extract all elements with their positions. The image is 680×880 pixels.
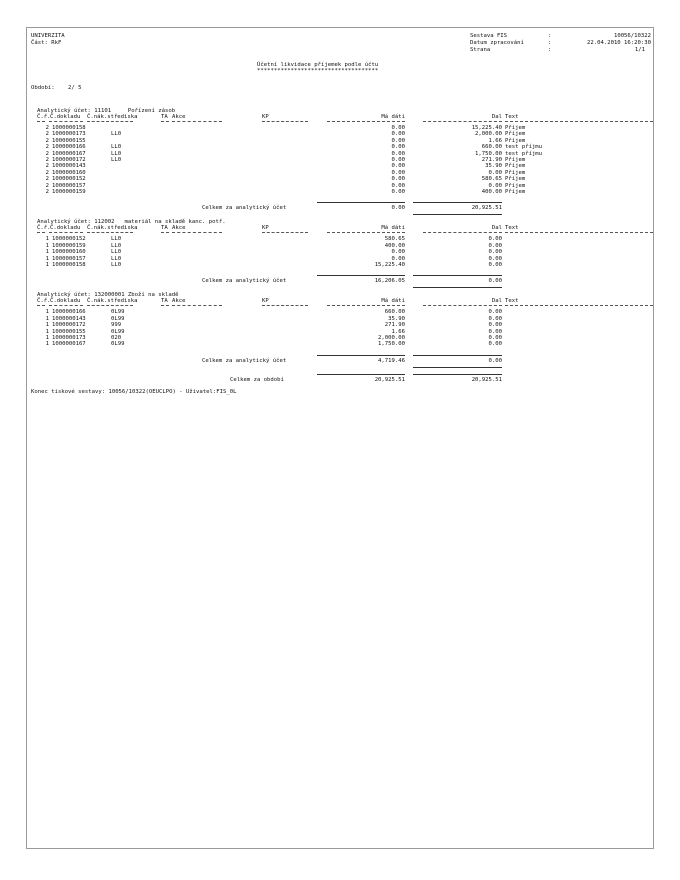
document-number: 1000000155 <box>52 328 86 335</box>
column-separator-rule <box>37 232 45 233</box>
column-separator-rule <box>161 232 169 233</box>
account-total-label: Celkem za analytický účet <box>202 205 287 212</box>
page-label: Strana <box>470 47 491 53</box>
subtotal-credit-rule <box>413 355 502 356</box>
table-row <box>27 316 653 322</box>
document-number: 1000000173 <box>52 131 86 138</box>
col-header-text: Text <box>505 225 519 232</box>
col-header-credit: Dal <box>491 298 502 305</box>
row-text: Příjem <box>505 157 526 163</box>
document-number: 1000000172 <box>52 157 86 163</box>
column-separator-rule <box>423 121 502 122</box>
document-number: 1000000152 <box>52 236 86 243</box>
document-number: 1000000155 <box>52 137 86 144</box>
table-row <box>27 163 653 169</box>
col-header-kp: KP <box>262 298 269 305</box>
row-number: 1 <box>45 328 49 335</box>
debit-amount: 1.66 <box>391 328 405 335</box>
credit-amount: 0.00 <box>488 328 502 335</box>
title-underline: ************************************ <box>257 68 379 74</box>
table-row <box>27 335 653 341</box>
cost-center: LL0 <box>111 242 122 249</box>
date-colon: : <box>548 40 552 46</box>
row-text: Příjem <box>505 169 526 176</box>
credit-amount: 0.00 <box>488 315 502 322</box>
period-total-credit: 20,925.51 <box>471 376 502 383</box>
debit-amount: 580.65 <box>384 236 405 243</box>
credit-amount: 400.00 <box>481 189 502 195</box>
credit-amount: 0.00 <box>488 335 502 341</box>
cost-center: LL0 <box>111 236 122 243</box>
account-total-credit: 0.00 <box>488 357 502 364</box>
period-total-debit: 20,925.51 <box>374 376 405 383</box>
row-number: 2 <box>45 137 49 144</box>
row-number: 1 <box>45 315 49 322</box>
col-header-document: Č.dokladu <box>50 298 81 305</box>
org-name: UNIVERZITA <box>31 33 65 39</box>
table-row <box>27 157 653 163</box>
debit-amount: 660.00 <box>384 309 405 316</box>
subtotal-credit-rule <box>413 202 502 203</box>
subtotal-debit-rule <box>317 275 405 276</box>
credit-amount: 0.00 <box>488 169 502 176</box>
col-header-kp: KP <box>262 114 269 120</box>
column-separator-rule <box>172 305 222 306</box>
credit-amount: 15,225.40 <box>471 125 502 131</box>
subtotal-credit-rule <box>413 275 502 276</box>
account-total-label: Celkem za analytický účet <box>202 357 287 364</box>
credit-amount: 0.00 <box>488 309 502 316</box>
table-row <box>27 322 653 328</box>
cost-center: LL0 <box>111 144 122 151</box>
row-number: 2 <box>45 169 49 176</box>
account-heading: Analytický účet: 132000001 Zboží na skladě <box>37 292 179 299</box>
row-number: 2 <box>45 125 49 131</box>
row-text: Příjem <box>505 125 526 131</box>
table-row <box>27 144 653 150</box>
period-total-credit-rule <box>413 374 502 375</box>
cost-center: LL0 <box>111 255 122 262</box>
cost-center: 0L99 <box>111 341 125 348</box>
debit-amount: 0.00 <box>391 150 405 157</box>
date-value: 22.04.2010 16:20:30 <box>587 40 651 46</box>
cost-center: 0L99 <box>111 315 125 322</box>
document-number: 1000000159 <box>52 189 86 195</box>
debit-amount: 2,000.00 <box>378 335 405 341</box>
document-number: 1000000143 <box>52 163 86 170</box>
document-number: 1000000157 <box>52 182 86 189</box>
document-number: 1000000157 <box>52 255 86 262</box>
report-id-label: Sestava FIS <box>470 33 508 39</box>
report-part: Část: RkF <box>31 40 62 46</box>
column-separator-rule <box>49 121 83 122</box>
col-header-credit: Dal <box>491 225 502 232</box>
document-number: 1000000158 <box>52 262 86 268</box>
row-number: 1 <box>45 341 49 348</box>
report-title: Účetní likvidace příjemek podle účtu <box>257 62 379 68</box>
table-row <box>27 309 653 315</box>
page-colon: : <box>548 47 552 53</box>
column-separator-rule <box>505 121 653 122</box>
period-value: 2/ 5 <box>68 85 82 91</box>
account-heading: Analytický účet: 112002 materiál na skladě kanc. potř. <box>37 219 226 226</box>
debit-amount: 0.00 <box>391 169 405 176</box>
col-header-cost-center: Č.nák.střediska <box>87 298 138 305</box>
row-number: 1 <box>45 322 49 329</box>
column-separator-rule <box>87 305 133 306</box>
document-number: 1000000158 <box>52 125 86 131</box>
account-total-credit: 20,925.51 <box>471 205 502 212</box>
debit-amount: 0.00 <box>391 144 405 151</box>
debit-amount: 0.00 <box>391 131 405 138</box>
credit-amount: 0.00 <box>488 262 502 268</box>
column-separator-rule <box>161 121 169 122</box>
cost-center: 0L99 <box>111 309 125 316</box>
col-header-cost-center: Č.nák.střediska <box>87 225 138 232</box>
report-id-colon: : <box>548 33 552 39</box>
report-id-value: 10056/10322 <box>613 33 651 39</box>
table-row <box>27 341 653 347</box>
cost-center: LL0 <box>111 249 122 256</box>
table-row <box>27 183 653 189</box>
table-row <box>27 189 653 195</box>
credit-amount: 0.00 <box>488 236 502 243</box>
debit-amount: 0.00 <box>391 137 405 144</box>
row-number: 1 <box>45 242 49 249</box>
column-separator-rule <box>423 232 502 233</box>
column-separator-rule <box>262 121 308 122</box>
document-number: 1000000166 <box>52 309 86 316</box>
table-row <box>27 151 653 157</box>
col-header-document: Č.dokladu <box>50 225 81 232</box>
row-number: 2 <box>45 163 49 170</box>
document-number: 1000000159 <box>52 242 86 249</box>
period-total-label: Celkem za období <box>230 376 284 383</box>
row-number: 2 <box>45 131 49 138</box>
col-header-text: Text <box>505 298 519 305</box>
document-number: 1000000143 <box>52 315 86 322</box>
row-text: Příjem <box>505 182 526 189</box>
column-separator-rule <box>327 232 405 233</box>
document-number: 1000000173 <box>52 335 86 341</box>
credit-amount: 271.90 <box>481 157 502 163</box>
row-number: 1 <box>45 236 49 243</box>
table-row <box>27 236 653 242</box>
debit-amount: 0.00 <box>391 255 405 262</box>
cost-center: LL0 <box>111 157 122 163</box>
debit-amount: 271.90 <box>384 322 405 329</box>
account-total-debit: 0.00 <box>391 205 405 212</box>
subtotal-credit-underline <box>413 287 502 288</box>
column-separator-rule <box>49 232 83 233</box>
cost-center: LL0 <box>111 150 122 157</box>
column-separator-rule <box>37 121 45 122</box>
column-separator-rule <box>505 232 653 233</box>
column-separator-rule <box>327 121 405 122</box>
page-number: 1/1 <box>634 47 645 53</box>
account-total-debit: 16,206.05 <box>374 278 405 285</box>
col-header-row-number: Č.ř. <box>37 225 51 232</box>
credit-amount: 1,750.00 <box>475 150 502 157</box>
col-header-cost-center: Č.nák.střediska <box>87 114 138 120</box>
col-header-row-number: Č.ř. <box>37 114 51 120</box>
col-header-debit: Má dáti <box>381 298 405 305</box>
credit-amount: 0.00 <box>488 242 502 249</box>
report-page <box>26 27 654 849</box>
debit-amount: 0.00 <box>391 125 405 131</box>
credit-amount: 0.00 <box>488 341 502 348</box>
account-total-debit: 4,719.46 <box>378 357 405 364</box>
document-number: 1000000160 <box>52 249 86 256</box>
col-header-document: Č.dokladu <box>50 114 81 120</box>
row-text: Příjem <box>505 189 526 195</box>
account-total-credit: 0.00 <box>488 278 502 285</box>
debit-amount: 0.00 <box>391 163 405 170</box>
col-header-ta: TA <box>161 114 168 120</box>
row-text: Příjem <box>505 137 526 144</box>
subtotal-debit-rule <box>317 202 405 203</box>
document-number: 1000000172 <box>52 322 86 329</box>
debit-amount: 400.00 <box>384 242 405 249</box>
column-separator-rule <box>49 305 83 306</box>
column-separator-rule <box>262 232 308 233</box>
cost-center: LL0 <box>111 131 122 138</box>
col-header-credit: Dal <box>491 114 502 120</box>
account-heading: Analytický účet: 11101 Pořízení zásob <box>37 108 176 114</box>
row-text: Příjem <box>505 176 526 183</box>
row-number: 1 <box>45 262 49 268</box>
document-number: 1000000167 <box>52 341 86 348</box>
cost-center: 999 <box>111 322 122 329</box>
debit-amount: 0.00 <box>391 176 405 183</box>
column-separator-rule <box>172 121 222 122</box>
row-number: 2 <box>45 150 49 157</box>
cost-center: LL0 <box>111 262 122 268</box>
table-row <box>27 138 653 144</box>
credit-amount: 0.00 <box>488 322 502 329</box>
column-separator-rule <box>37 305 45 306</box>
cost-center: 0L99 <box>111 328 125 335</box>
col-header-debit: Má dáti <box>381 225 405 232</box>
debit-amount: 0.00 <box>391 182 405 189</box>
row-number: 2 <box>45 189 49 195</box>
column-separator-rule <box>423 305 502 306</box>
row-number: 1 <box>45 335 49 341</box>
col-header-ta: TA <box>161 225 168 232</box>
debit-amount: 1,750.00 <box>378 341 405 348</box>
period-label: Období: <box>31 85 55 91</box>
credit-amount: 0.00 <box>488 182 502 189</box>
row-number: 2 <box>45 144 49 151</box>
column-separator-rule <box>161 305 169 306</box>
col-header-ta: TA <box>161 298 168 305</box>
document-number: 1000000152 <box>52 176 86 183</box>
table-row <box>27 131 653 137</box>
table-row <box>27 243 653 249</box>
period-total-debit-rule <box>317 374 405 375</box>
col-header-debit: Má dáti <box>381 114 405 120</box>
col-header-action: Akce <box>172 298 186 305</box>
column-separator-rule <box>87 121 133 122</box>
row-number: 1 <box>45 309 49 316</box>
table-row <box>27 329 653 335</box>
document-number: 1000000167 <box>52 150 86 157</box>
table-row <box>27 176 653 182</box>
col-header-kp: KP <box>262 225 269 232</box>
row-number: 2 <box>45 157 49 163</box>
credit-amount: 1.66 <box>488 137 502 144</box>
report-footer: Konec tiskové sestavy: 10056/10322(OEUCLPO) - Uživatel:FIS_0L <box>31 388 237 395</box>
table-row <box>27 249 653 255</box>
account-total-label: Celkem za analytický účet <box>202 278 287 285</box>
row-number: 1 <box>45 255 49 262</box>
cost-center: 020 <box>111 335 122 341</box>
col-header-row-number: Č.ř. <box>37 298 51 305</box>
column-separator-rule <box>172 232 222 233</box>
credit-amount: 580.65 <box>481 176 502 183</box>
credit-amount: 660.00 <box>481 144 502 151</box>
row-text: test příjmu <box>505 144 543 151</box>
document-number: 1000000166 <box>52 144 86 151</box>
subtotal-credit-underline <box>413 214 502 215</box>
column-separator-rule <box>87 232 133 233</box>
column-separator-rule <box>327 305 405 306</box>
document-number: 1000000160 <box>52 169 86 176</box>
credit-amount: 0.00 <box>488 249 502 256</box>
table-row <box>27 125 653 131</box>
column-separator-rule <box>505 305 653 306</box>
row-number: 2 <box>45 176 49 183</box>
table-row <box>27 262 653 268</box>
row-text: Příjem <box>505 131 526 138</box>
debit-amount: 15,225.40 <box>374 262 405 268</box>
debit-amount: 0.00 <box>391 157 405 163</box>
row-text: Příjem <box>505 163 526 170</box>
col-header-action: Akce <box>172 225 186 232</box>
credit-amount: 2,000.00 <box>475 131 502 138</box>
row-text: test příjmu <box>505 150 543 157</box>
debit-amount: 0.00 <box>391 249 405 256</box>
table-row <box>27 170 653 176</box>
credit-amount: 0.00 <box>488 255 502 262</box>
col-header-action: Akce <box>172 114 186 120</box>
debit-amount: 0.00 <box>391 189 405 195</box>
row-number: 1 <box>45 249 49 256</box>
row-number: 2 <box>45 182 49 189</box>
column-separator-rule <box>262 305 308 306</box>
subtotal-credit-underline <box>413 367 502 368</box>
table-row <box>27 256 653 262</box>
subtotal-debit-rule <box>317 355 405 356</box>
col-header-text: Text <box>505 114 519 120</box>
debit-amount: 35.90 <box>388 315 405 322</box>
date-label: Datum zpracování <box>470 40 524 46</box>
credit-amount: 35.90 <box>485 163 502 170</box>
